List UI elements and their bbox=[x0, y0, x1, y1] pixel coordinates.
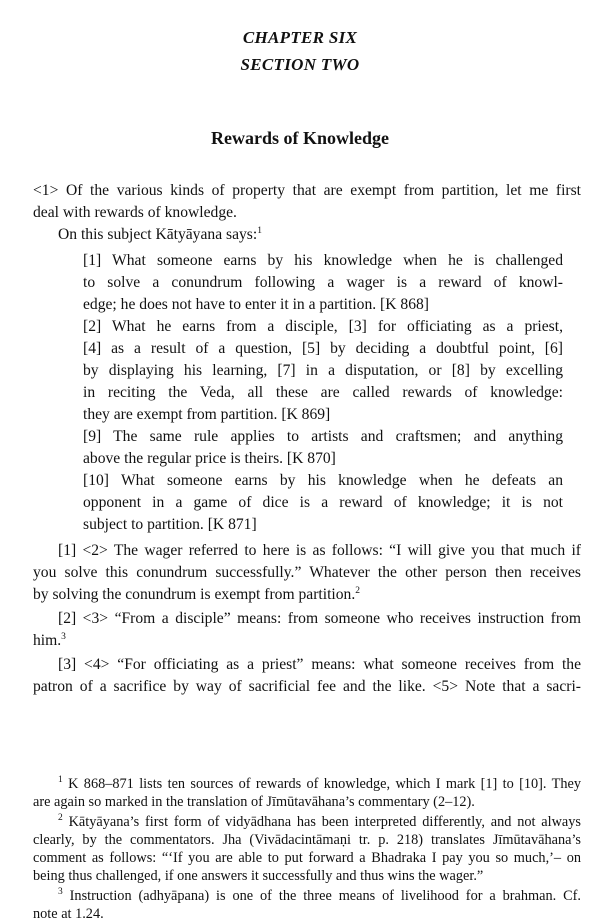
quote-line: edge; he does not have to enter it in a partition. [K 868] bbox=[83, 296, 429, 313]
body-line bbox=[33, 584, 581, 606]
footnote-line bbox=[58, 812, 581, 832]
footnote-line: comment as follows: “‘If you are able to put forward a Bhadraka I pay you so much,’– on bbox=[33, 850, 581, 866]
footnote-line: clearly, by the commentators. Jha (Vivādacintāmaṇi tr. p. 218) translates Jīmūtavāhana’s bbox=[33, 832, 581, 848]
body-line: deal with rewards of knowledge. bbox=[33, 204, 237, 221]
body-line: [1] <2> The wager referred to here is as follows: “I will give you that much if bbox=[58, 542, 581, 559]
body-line bbox=[58, 224, 581, 246]
body-line: patron of a sacrifice by way of sacrificial fee and the like. <5> Note that a sacri- bbox=[33, 678, 581, 695]
footnote-number: 3 bbox=[58, 887, 63, 898]
footnote-number: 1 bbox=[58, 775, 63, 786]
quote-line: [1] What someone earns by his knowledge when he is challenged bbox=[83, 252, 563, 269]
footnote-line bbox=[58, 774, 581, 794]
footnote-text: K 868–871 lists ten sources of rewards of knowledge, which I mark [1] to [10]. They bbox=[68, 776, 581, 792]
body-line: [2] <3> “From a disciple” means: from someone who receives instruction from bbox=[58, 610, 581, 627]
quote-line: subject to partition. [K 871] bbox=[83, 516, 257, 533]
footnote-line bbox=[58, 886, 581, 906]
footnote-line: are again so marked in the translation of Jīmūtavāhana’s commentary (2–12). bbox=[33, 794, 475, 810]
body-line: <1> Of the various kinds of property that are exempt from partition, let me first bbox=[33, 182, 581, 199]
quote-line: opponent in a game of dice is a reward of knowledge; it is not bbox=[83, 494, 563, 511]
body-line: you solve this conundrum successfully.” Whatever the other person then receives bbox=[33, 564, 581, 581]
quote-line: to solve a conundrum following a wager is a reward of knowl- bbox=[83, 274, 563, 291]
body-text: him. bbox=[33, 632, 62, 649]
footnote-text: Instruction (adhyāpana) is one of the three means of livelihood for a brahman. Cf. bbox=[69, 888, 581, 904]
quote-line: [10] What someone earns by his knowledge when he defeats an bbox=[83, 472, 563, 489]
footnote-ref: 2 bbox=[355, 585, 360, 596]
footnote-line: note at 1.24. bbox=[33, 906, 104, 922]
page-title: Rewards of Knowledge bbox=[211, 128, 389, 148]
footnote-ref: 3 bbox=[61, 631, 66, 642]
intro-text: On this subject Kātyāyana says: bbox=[58, 226, 258, 243]
footnote-number: 2 bbox=[58, 813, 63, 824]
footnote-ref: 1 bbox=[257, 225, 262, 236]
quote-line: [2] What he earns from a disciple, [3] for officiating as a priest, bbox=[83, 318, 563, 335]
body-line bbox=[33, 630, 581, 652]
quote-line: they are exempt from partition. [K 869] bbox=[83, 406, 331, 423]
section-heading: SECTION TWO bbox=[240, 55, 360, 74]
chapter-heading: CHAPTER SIX bbox=[242, 28, 358, 47]
quote-line: above the regular price is theirs. [K 870] bbox=[83, 450, 336, 467]
quote-line: [9] The same rule applies to artists and craftsmen; and anything bbox=[83, 428, 563, 445]
body-text: by solving the conundrum is exempt from partition. bbox=[33, 586, 356, 603]
footnote-line: being thus challenged, if one answers it successfully and thus wins the wager.” bbox=[33, 868, 484, 884]
quote-line: in reciting the Veda, all these are called rewards of knowledge: bbox=[83, 384, 563, 401]
footnote-text: Kātyāyana’s first form of vidyādhana has been interpreted differently, and not always bbox=[68, 814, 581, 830]
quote-line: [4] as a result of a question, [5] by deciding a doubtful point, [6] bbox=[83, 340, 563, 357]
body-line: [3] <4> “For officiating as a priest” means: what someone receives from the bbox=[58, 656, 581, 673]
quote-line: by displaying his learning, [7] in a disputation, or [8] by excelling bbox=[83, 362, 563, 379]
